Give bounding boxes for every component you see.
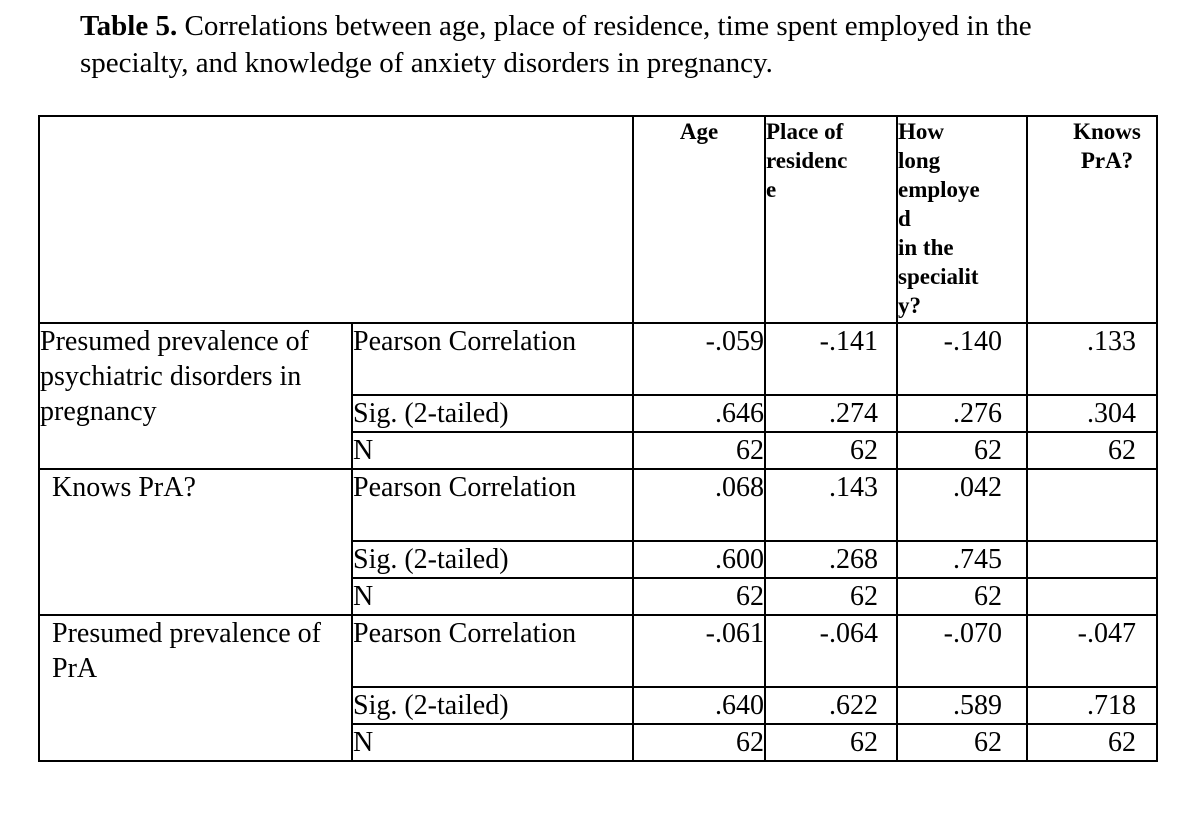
stat-label: Pearson Correlation bbox=[352, 323, 633, 395]
table-cell: -.064 bbox=[765, 615, 897, 687]
correlation-table bbox=[38, 115, 1158, 762]
stat-label: N bbox=[352, 432, 633, 469]
table-cell: 62 bbox=[633, 578, 765, 615]
table-cell: .646 bbox=[633, 395, 765, 432]
stat-label: Sig. (2-tailed) bbox=[352, 687, 633, 724]
table-cell: .143 bbox=[765, 469, 897, 541]
column-header-how-long-employed bbox=[897, 116, 1027, 323]
table-cell bbox=[1027, 578, 1157, 615]
table-cell: .745 bbox=[897, 541, 1027, 578]
table-cell: 62 bbox=[897, 432, 1027, 469]
table-cell: 62 bbox=[1027, 432, 1157, 469]
table-cell bbox=[1027, 469, 1157, 541]
table-caption-label: Table 5. bbox=[80, 10, 178, 42]
column-header-line: employe bbox=[898, 177, 980, 202]
column-header-line: residenc bbox=[766, 148, 848, 173]
table-cell: -.047 bbox=[1027, 615, 1157, 687]
column-header-line: Place of bbox=[766, 119, 844, 144]
table-cell: -.141 bbox=[765, 323, 897, 395]
table-cell: .068 bbox=[633, 469, 765, 541]
table-cell: -.059 bbox=[633, 323, 765, 395]
column-header-line: specialit bbox=[898, 264, 979, 289]
table-cell: 62 bbox=[1027, 724, 1157, 761]
stat-label: Sig. (2-tailed) bbox=[352, 541, 633, 578]
table-cell: -.070 bbox=[897, 615, 1027, 687]
table-cell: 62 bbox=[633, 724, 765, 761]
table-cell: .133 bbox=[1027, 323, 1157, 395]
column-header-line: long bbox=[898, 148, 941, 173]
table-cell: .274 bbox=[765, 395, 897, 432]
header-row bbox=[39, 116, 1157, 323]
column-header-line: in the bbox=[898, 235, 954, 260]
stat-label: N bbox=[352, 578, 633, 615]
stat-label: Pearson Correlation bbox=[352, 615, 633, 687]
table-caption bbox=[80, 8, 1140, 82]
row-group-label: Knows PrA? bbox=[39, 469, 352, 615]
table-cell: .304 bbox=[1027, 395, 1157, 432]
table-cell: 62 bbox=[897, 578, 1027, 615]
table-cell: 62 bbox=[765, 724, 897, 761]
table-row bbox=[39, 615, 1157, 687]
row-group-label: Presumed prevalence of PrA bbox=[39, 615, 352, 761]
table-cell: 62 bbox=[633, 432, 765, 469]
column-header-line: y? bbox=[898, 293, 921, 318]
table-cell: .268 bbox=[765, 541, 897, 578]
stat-label: N bbox=[352, 724, 633, 761]
table-cell: .042 bbox=[897, 469, 1027, 541]
column-header-line: Age bbox=[679, 119, 719, 144]
table-row bbox=[39, 469, 1157, 541]
header-corner-cell bbox=[39, 116, 633, 323]
stat-label: Sig. (2-tailed) bbox=[352, 395, 633, 432]
column-header-line: e bbox=[766, 177, 777, 202]
table-cell: .589 bbox=[897, 687, 1027, 724]
table-cell: -.140 bbox=[897, 323, 1027, 395]
column-header-line: How bbox=[898, 119, 944, 144]
column-header-place-of-residence bbox=[765, 116, 897, 323]
table-cell: 62 bbox=[765, 578, 897, 615]
table-cell: .276 bbox=[897, 395, 1027, 432]
column-header-line: d bbox=[898, 206, 911, 231]
table-row bbox=[39, 323, 1157, 395]
table-cell: -.061 bbox=[633, 615, 765, 687]
column-header-age bbox=[633, 116, 765, 323]
column-header-line: PrA? bbox=[1080, 148, 1134, 173]
column-header-knows-pra bbox=[1027, 116, 1157, 323]
table-cell: .718 bbox=[1027, 687, 1157, 724]
row-group-label: Presumed prevalence of psychiatric disorders in pregnancy bbox=[39, 323, 352, 469]
column-header-line: Knows bbox=[1073, 119, 1141, 144]
stat-label: Pearson Correlation bbox=[352, 469, 633, 541]
table-cell: .640 bbox=[633, 687, 765, 724]
table-cell bbox=[1027, 541, 1157, 578]
table-cell: 62 bbox=[765, 432, 897, 469]
table-cell: .600 bbox=[633, 541, 765, 578]
table-caption-text: Correlations between age, place of residence, time spent employed in the specialty, and knowledge of anxiety disorders in pregnancy. bbox=[80, 10, 1032, 79]
table-cell: 62 bbox=[897, 724, 1027, 761]
table-cell: .622 bbox=[765, 687, 897, 724]
